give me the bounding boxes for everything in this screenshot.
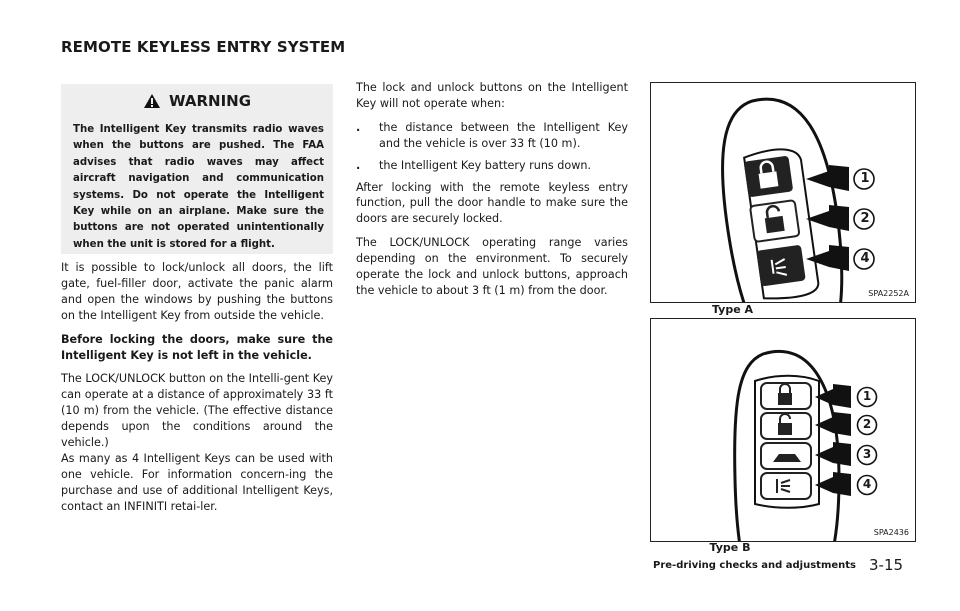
bullet-mark: . xyxy=(356,158,361,172)
callout-arrows xyxy=(801,161,911,271)
arrow-icon xyxy=(806,245,849,271)
bullet-mark: . xyxy=(356,120,361,134)
paragraph: It is possible to lock/unlock all doors, the lift gate, fuel-filler door, activate the panic alarm and open the windows by pushing the buttons on the Intelligent Key from outside the vehicle. xyxy=(61,261,333,322)
callout-3: 3 xyxy=(862,447,872,461)
figure-caption: Type B xyxy=(709,541,751,554)
warning-triangle-icon xyxy=(143,93,161,113)
lock-button xyxy=(761,383,811,409)
unlock-button xyxy=(761,413,811,439)
warning-header xyxy=(61,92,333,113)
figure-type-b xyxy=(650,318,916,542)
arrow-icon xyxy=(806,205,849,231)
paragraph-bold: Before locking the doors, make sure the Intelligent Key is not left in the vehicle. xyxy=(61,332,333,362)
arrow-icon xyxy=(806,165,849,191)
footer-section: Pre-driving checks and adjustments xyxy=(653,560,857,571)
figure-code: SPA2252A xyxy=(868,289,909,298)
figure-caption: Type A xyxy=(711,303,754,316)
bullet-text: the Intelligent Key battery runs down. xyxy=(379,158,592,172)
paragraph: The LOCK/UNLOCK operating range varies depending on the environment. To securely operate the lock and unlock buttons, approach the vehicle to about 3 ft (1 m) from the door. xyxy=(356,236,628,297)
page-number: 3-15 xyxy=(869,556,904,574)
paragraph: The lock and unlock buttons on the Intelligent Key will not operate when: xyxy=(356,81,628,110)
warning-text: The Intelligent Key transmits radio waves when the buttons are pushed. The FAA advises that radio waves may affect aircraft navigation and communication systems. Do not operate the Intelligent Key while on an airplane. Make sure the buttons are not operated unintentionally when the unit is stored for a flight. xyxy=(73,124,324,250)
callout-1: 1 xyxy=(860,171,870,186)
figure-code: SPA2436 xyxy=(873,528,909,537)
column-1 xyxy=(61,260,333,523)
paragraph: The LOCK/UNLOCK button on the Intelli-gent Key can operate at a distance of approximately 33 ft (10 m) from the vehicle. (The effective distance depends upon the conditions around the vehicle.) xyxy=(61,372,334,450)
callout-2: 2 xyxy=(860,211,870,226)
column-2 xyxy=(356,80,628,307)
paragraph: After locking with the remote keyless entry function, pull the door handle to make sure the doors are securely locked. xyxy=(356,180,628,226)
paragraph: As many as 4 Intelligent Keys can be used with one vehicle. For information concern-ing the purchase and use of additional Intelligent Keys, contact an INFINITI retai-ler. xyxy=(61,451,333,513)
lock-button xyxy=(744,156,794,198)
figure-type-a xyxy=(650,82,916,303)
callout-4: 4 xyxy=(862,477,872,491)
panic-button xyxy=(761,473,811,499)
bullet-item xyxy=(356,120,628,152)
callout-1: 1 xyxy=(862,389,872,403)
bullet-text: the distance between the Intelligent Key and the vehicle is over 33 ft (10 m). xyxy=(379,120,628,150)
callout-2: 2 xyxy=(862,417,872,431)
unlock-button xyxy=(750,200,800,242)
warning-title: WARNING xyxy=(168,92,252,110)
bullet-item xyxy=(356,158,628,174)
panic-button xyxy=(756,245,806,287)
callout-4: 4 xyxy=(860,251,870,266)
warning-box xyxy=(61,84,333,254)
section-heading: REMOTE KEYLESS ENTRY SYSTEM xyxy=(61,38,346,56)
liftgate-button xyxy=(761,443,811,469)
